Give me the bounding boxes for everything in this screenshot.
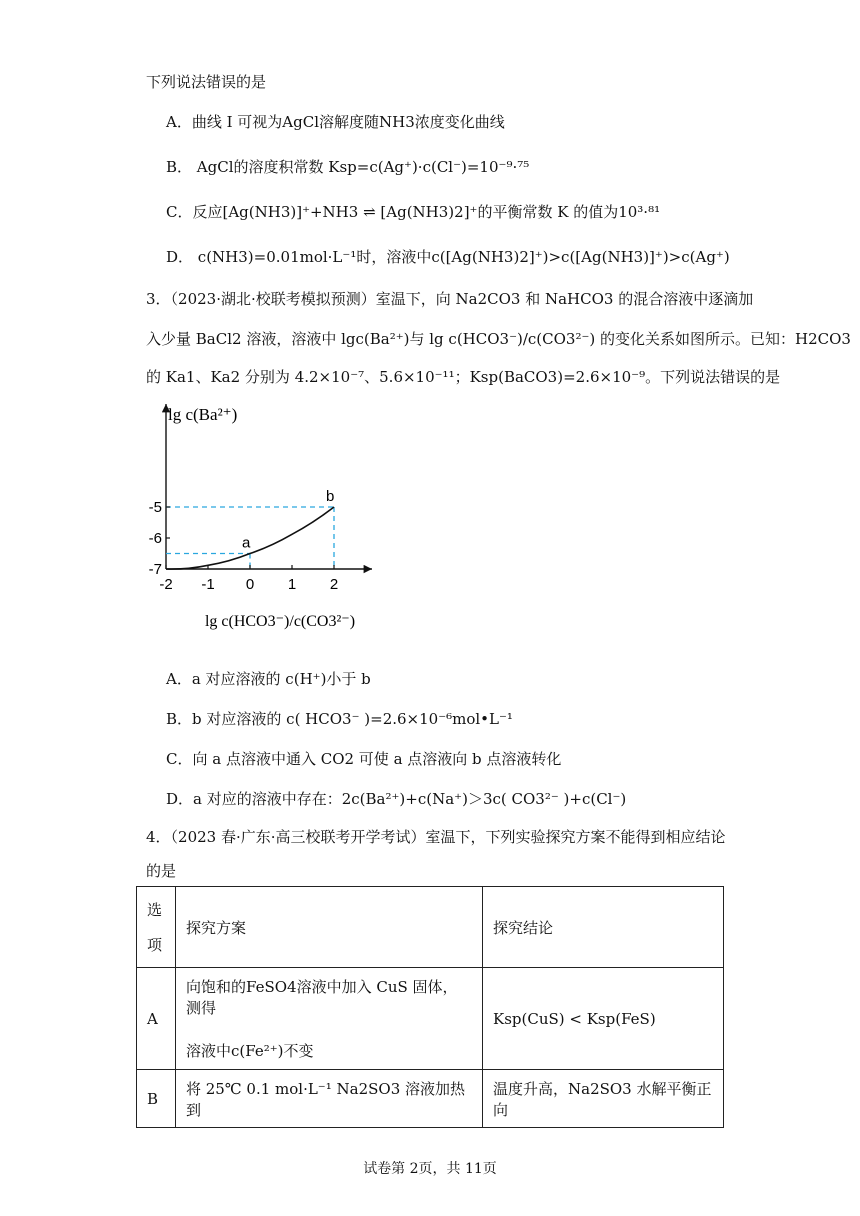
q2-option-b: B． AgCl的溶度积常数 Ksp=c(Ag⁺)·c(Cl⁻)=10⁻⁹·⁷⁵ (166, 158, 530, 176)
q2-option-d: D． c(NH3)=0.01mol·L⁻¹时，溶液中c([Ag(NH3)2]⁺)>c([Ag(NH3)]⁺)>c(Ag⁺) (166, 248, 730, 266)
y-axis-label: lg c(Ba²⁺) (168, 405, 238, 424)
q3-stem-line-1: 3．（2023·湖北·校联考模拟预测）室温下，向 Na2CO3 和 NaHCO3 的混合溶液中逐滴加 (146, 290, 754, 308)
q3-option-c: C．向 a 点溶液中通入 CO2 可使 a 点溶液向 b 点溶液转化 (166, 750, 562, 768)
table-row (137, 1070, 724, 1128)
x-tick-label: 2 (329, 576, 339, 593)
y-tick-label: -5 (148, 499, 162, 516)
ba-concentration-chart (140, 398, 410, 660)
row-conclusion: Ksp(CuS) < Ksp(FeS) (483, 968, 724, 1070)
row-plan: 将 25℃ 0.1 mol·L⁻¹ Na2SO3 溶液加热到 (176, 1070, 483, 1128)
q3-option-b: B．b 对应溶液的 c( HCO3⁻ )=2.6×10⁻⁶mol•L⁻¹ (166, 710, 513, 728)
x-tick-label: -2 (159, 576, 173, 593)
row-plan: 向饱和的FeSO4溶液中加入 CuS 固体，测得 溶液中c(Fe²⁺)不变 (176, 968, 483, 1070)
experiment-table (136, 886, 724, 1128)
q3-option-a: A．a 对应溶液的 c(H⁺)小于 b (166, 670, 371, 688)
q4-stem-line-2: 的是 (146, 862, 177, 880)
y-tick-label: -6 (148, 530, 162, 547)
q4-stem-line-1: 4．（2023 春·广东·高三校联考开学考试）室温下，下列实验探究方案不能得到相应结论 (146, 828, 726, 846)
page-footer: 试卷第 2页，共 11页 (363, 1161, 497, 1177)
header-conclusion: 探究结论 (483, 887, 724, 968)
row-option: B (137, 1070, 176, 1128)
point-label-a: a (242, 534, 251, 552)
table-row (137, 968, 724, 1070)
row-conclusion: 温度升高，Na2SO3 水解平衡正向 (483, 1070, 724, 1128)
x-tick-label: 0 (245, 576, 255, 593)
q2-option-c: C．反应[Ag(NH3)]⁺+NH3 ⇌ [Ag(NH3)2]⁺的平衡常数 K 的值为10³·⁸¹ (166, 203, 661, 221)
point-label-b: b (326, 488, 335, 505)
row-option: A (137, 968, 176, 1070)
x-axis-label: lg c(HCO3⁻)/c(CO3²⁻) (204, 613, 356, 630)
q3-option-d: D．a 对应的溶液中存在：2c(Ba²⁺)+c(Na⁺)＞3c( CO3²⁻ )+c(Cl⁻) (166, 790, 627, 808)
header-option: 选 项 (137, 887, 176, 968)
y-tick-label: -7 (148, 561, 162, 578)
table-header-row (137, 887, 724, 968)
x-tick-label: 1 (287, 576, 297, 593)
x-tick-label: -1 (201, 576, 215, 593)
question-intro: 下列说法错误的是 (146, 73, 267, 91)
q2-option-a: A．曲线 I 可视为AgCl溶解度随NH3浓度变化曲线 (166, 113, 505, 131)
header-plan: 探究方案 (176, 887, 483, 968)
q3-stem-line-3: 的 Ka1、Ka2 分别为 4.2×10⁻⁷、5.6×10⁻¹¹；Ksp(BaCO3)=2.6×10⁻⁹。下列说法错误的是 (146, 368, 781, 386)
q3-stem-line-2: 入少量 BaCl2 溶液，溶液中 lgc(Ba²⁺)与 lg c(HCO3⁻)/c(CO3²⁻) 的变化关系如图所示。已知：H2CO3 (146, 330, 851, 348)
